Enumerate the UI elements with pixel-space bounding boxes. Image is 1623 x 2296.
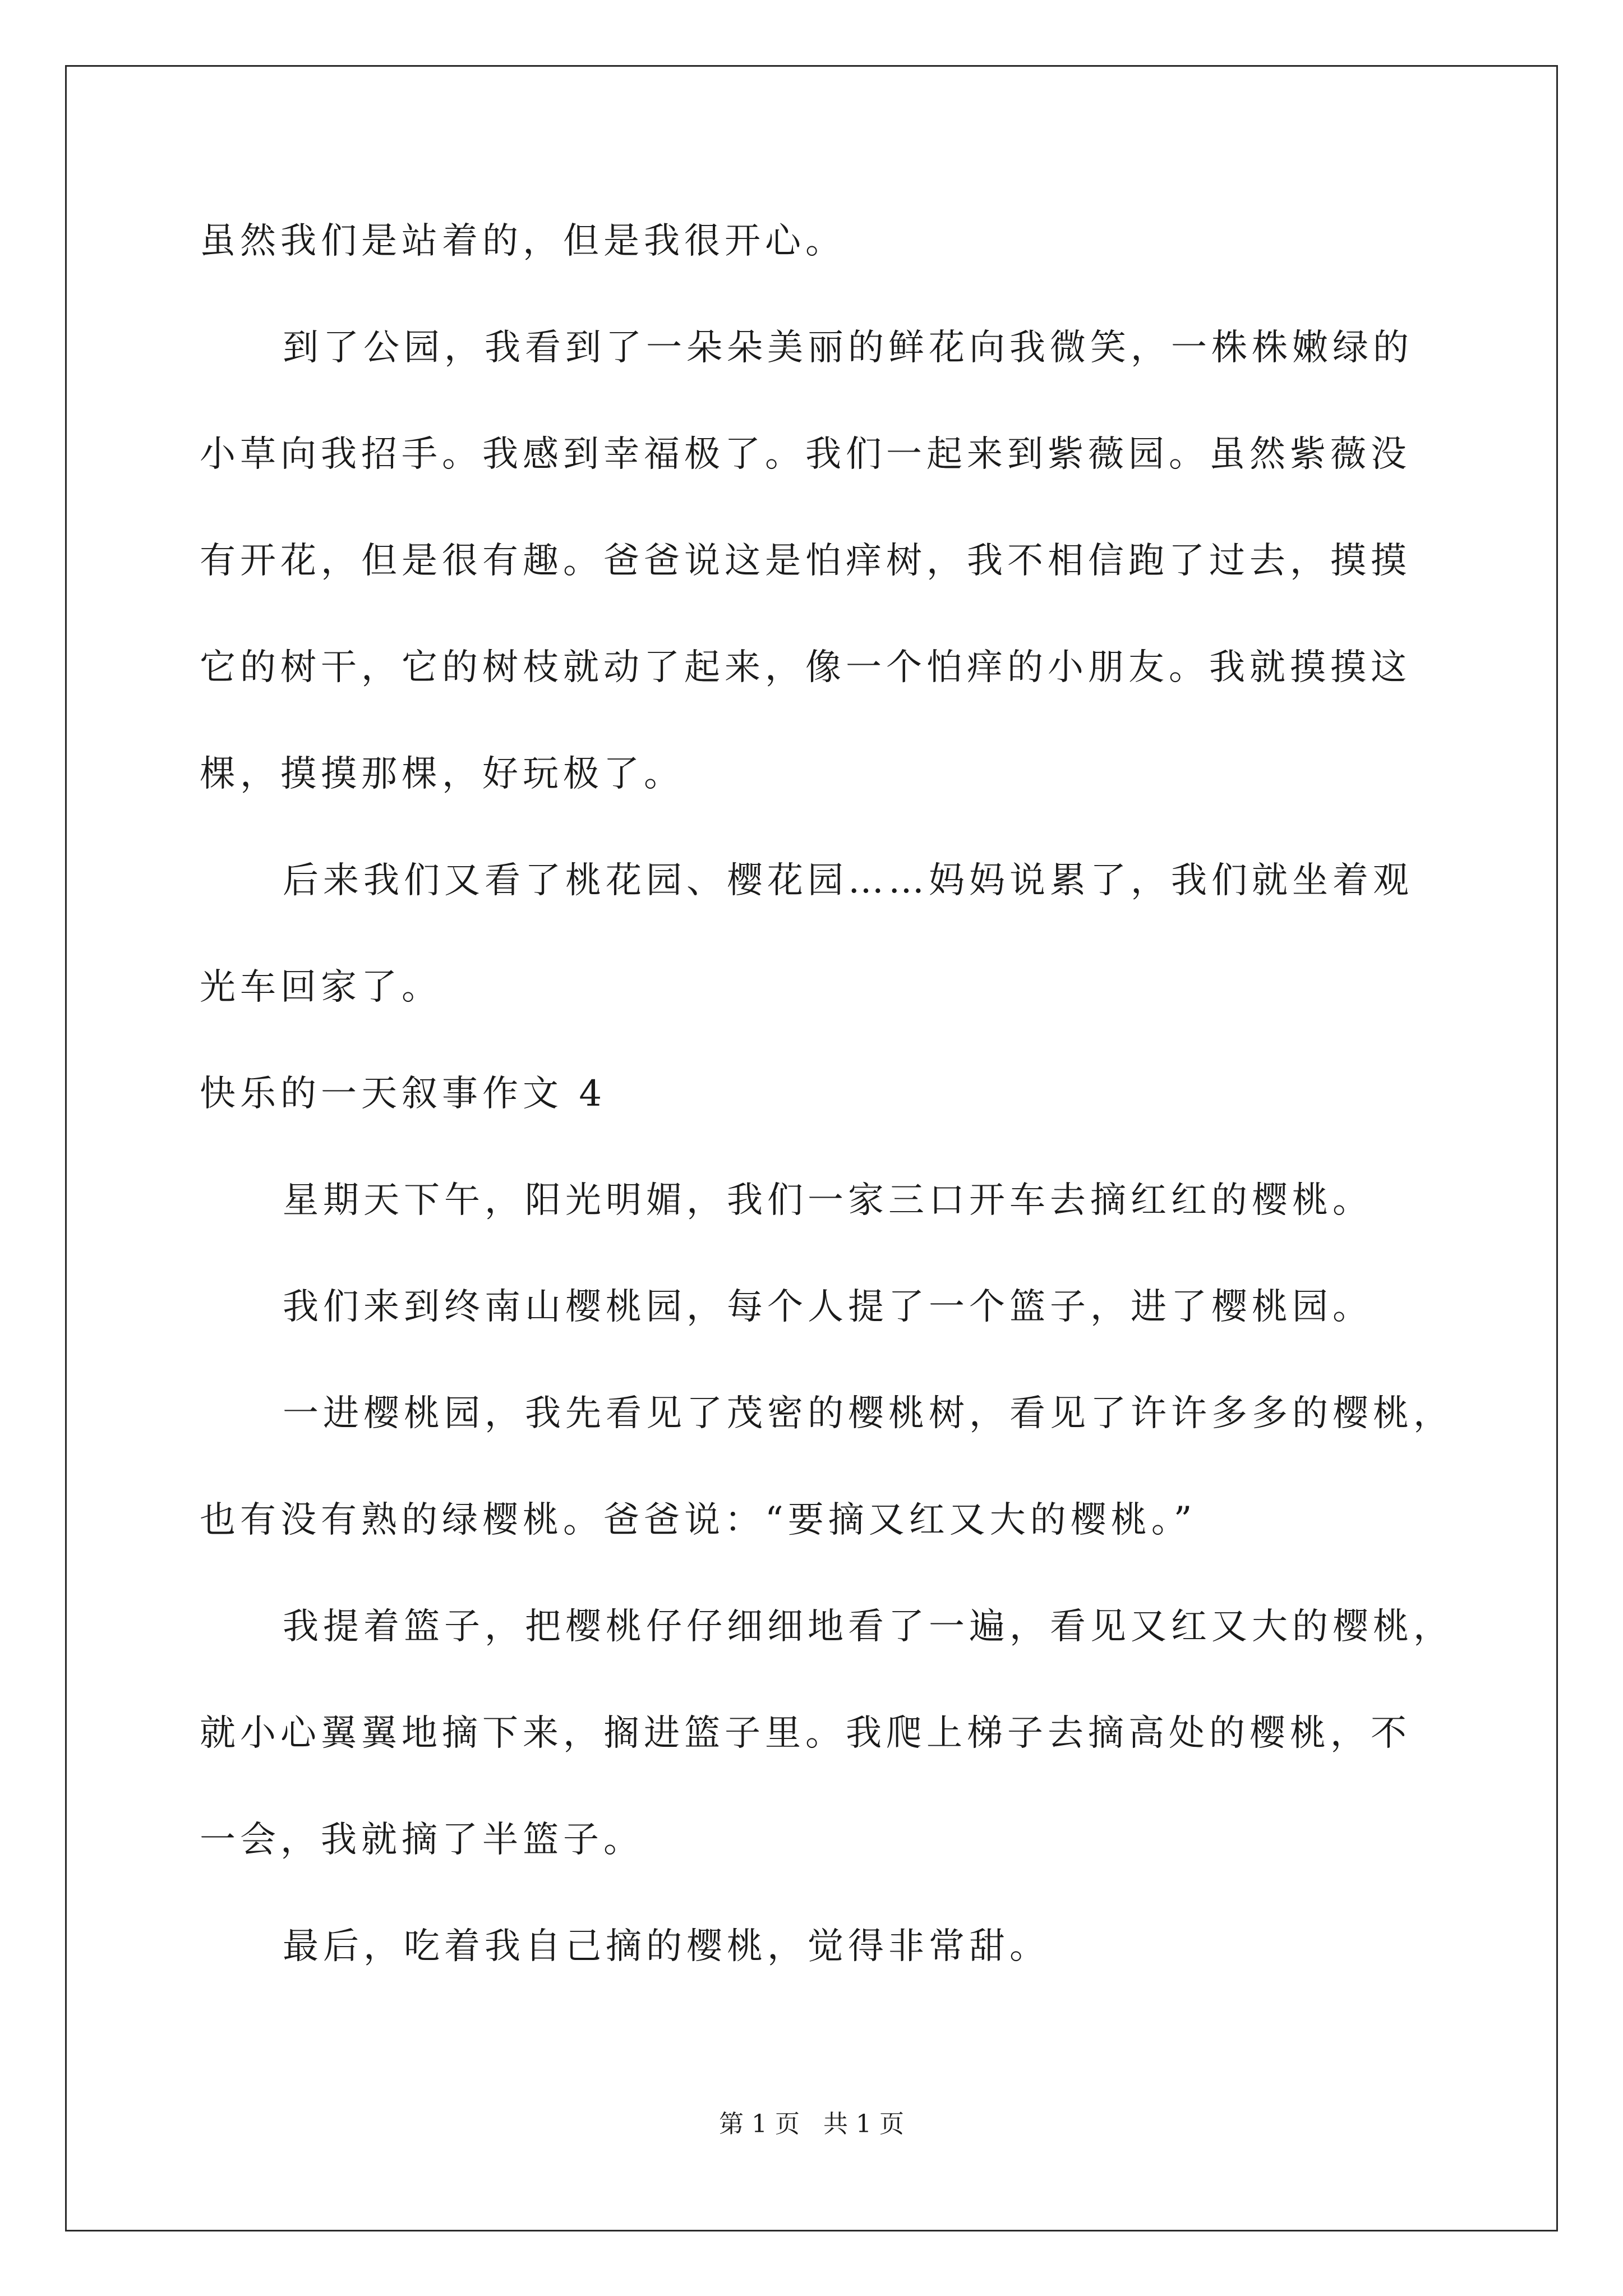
text-line: 后来我们又看了桃花园、樱花园……妈妈说累了，我们就坐着观 — [283, 860, 1413, 901]
page-border — [65, 65, 1558, 2231]
text-line: 光车回家了。 — [200, 967, 442, 1008]
text-line: 就小心翼翼地摘下来，搁进篮子里。我爬上梯子去摘高处的樱桃，不 — [200, 1713, 1411, 1754]
text-line: 棵，摸摸那棵，好玩极了。 — [200, 753, 684, 795]
text-line: 虽然我们是站着的，但是我很开心。 — [200, 220, 846, 262]
text-line: 也有没有熟的绿樱桃。爸爸说：“要摘又红又大的樱桃。” — [200, 1499, 1197, 1541]
text-line: 我们来到终南山樱桃园，每个人提了一个篮子，进了樱桃园。 — [283, 1286, 1373, 1328]
text-line: 一进樱桃园，我先看见了茂密的樱桃树，看见了许许多多的樱桃， — [283, 1393, 1454, 1434]
text-line: 有开花，但是很有趣。爸爸说这是怕痒树，我不相信跑了过去，摸摸 — [200, 540, 1411, 582]
text-line: 一会，我就摘了半篮子。 — [200, 1819, 644, 1861]
text-line: 星期天下午，阳光明媚，我们一家三口开车去摘红红的樱桃。 — [283, 1180, 1373, 1221]
page-number: 第 1 页 共 1 页 — [719, 2110, 904, 2138]
section-heading: 快乐的一天叙事作文 4 — [200, 1073, 607, 1115]
text-line: 小草向我招手。我感到幸福极了。我们一起来到紫薇园。虽然紫薇没 — [200, 434, 1411, 475]
text-line: 到了公园，我看到了一朵朵美丽的鲜花向我微笑，一株株嫩绿的 — [283, 327, 1413, 369]
text-line: 最后，吃着我自己摘的樱桃，觉得非常甜。 — [283, 1926, 1050, 1967]
text-line: 我提着篮子，把樱桃仔仔细细地看了一遍，看见又红又大的樱桃， — [283, 1606, 1454, 1648]
text-line: 它的树干，它的树枝就动了起来，像一个怕痒的小朋友。我就摸摸这 — [200, 647, 1411, 688]
